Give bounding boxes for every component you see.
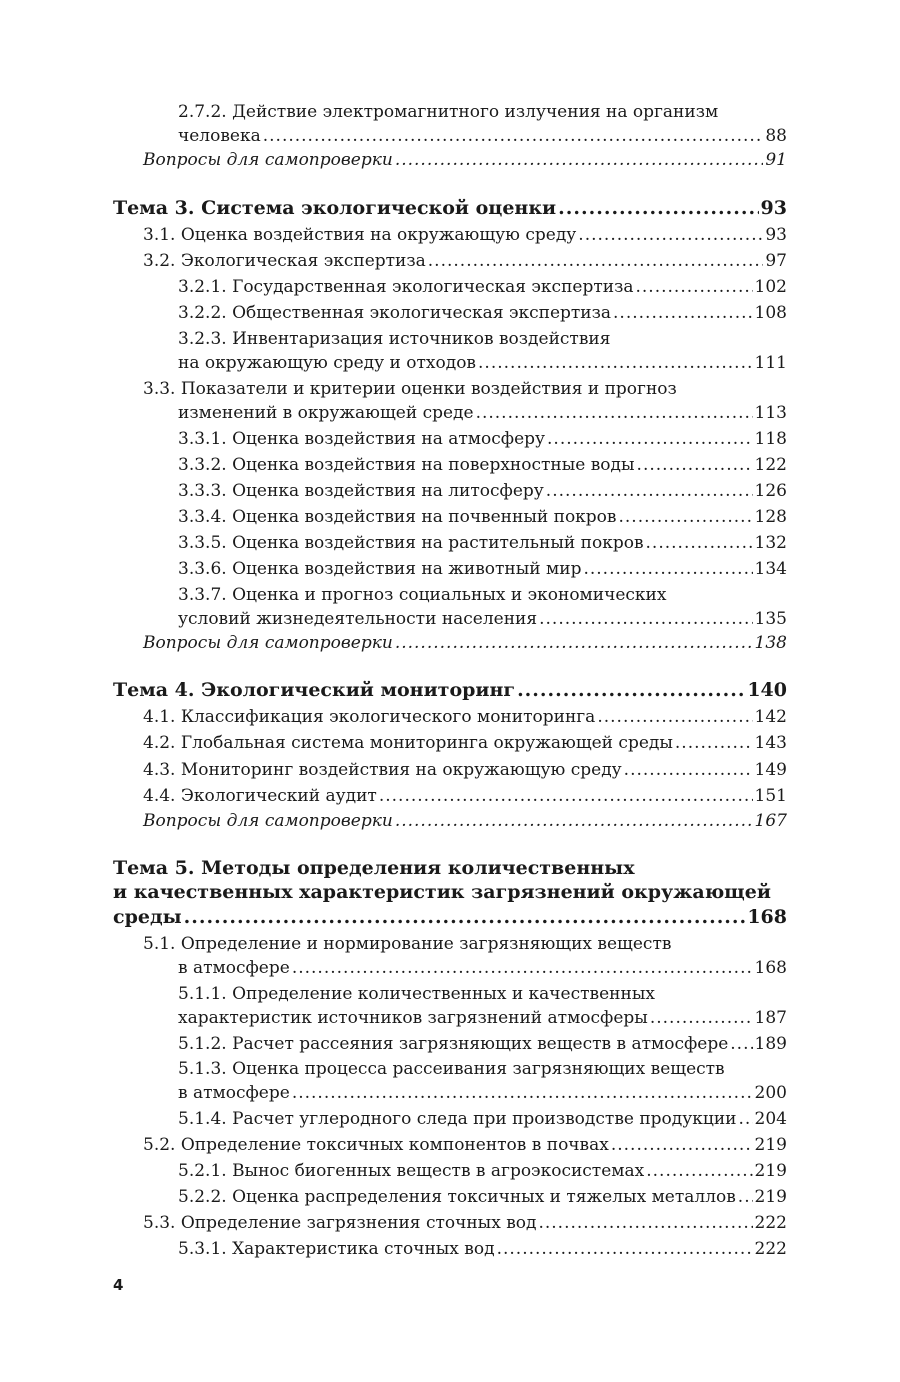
toc-entry-5-2[interactable]: [0, 1132, 787, 1158]
page-ref: 118: [754, 429, 787, 449]
leader-dots: [476, 400, 753, 426]
toc-entry-5-3[interactable]: [0, 1210, 787, 1236]
toc-entry-text: 4.3. Мониторинг воздействия на окружающую среду: [143, 760, 622, 780]
toc-entry-4-3[interactable]: [0, 757, 787, 783]
leader-dots: [583, 556, 752, 582]
leader-dots: [650, 1005, 753, 1031]
page-ref: 122: [754, 455, 787, 475]
toc-entry-3-3-6[interactable]: [0, 556, 787, 582]
toc-topic-5[interactable]: [0, 904, 787, 930]
page-ref: 187: [754, 1008, 787, 1028]
toc-entry-text: 3.3.3. Оценка воздействия на литосферу: [178, 481, 544, 501]
toc-entry-text: Тема 4. Экологический мониторинг: [113, 679, 516, 701]
leader-dots: [395, 147, 764, 173]
toc-entry-3-3-7[interactable]: [0, 606, 787, 632]
page-ref: 132: [754, 533, 787, 553]
toc-topic-5-line2: и качественных характеристик загрязнений окружающей: [113, 881, 771, 903]
leader-dots: [646, 1158, 752, 1184]
toc-entry-5-1-line1: 5.1. Определение и нормирование загрязняющих веществ: [143, 934, 672, 954]
toc-entry-3-1[interactable]: [0, 222, 787, 248]
page-ref: 219: [754, 1135, 787, 1155]
toc-entry-4-4[interactable]: [0, 783, 787, 809]
page-ref: 200: [754, 1083, 787, 1103]
toc-entry-4-1[interactable]: [0, 704, 787, 730]
page-ref: 102: [754, 277, 787, 297]
toc-entry-text: 3.2.1. Государственная экологическая экспертиза: [178, 277, 634, 297]
page-ref: 151: [754, 786, 787, 806]
toc-entry-text: в атмосфере: [178, 1083, 290, 1103]
page-ref: 111: [754, 353, 787, 373]
page-ref: 134: [754, 559, 787, 579]
page-ref: 126: [754, 481, 787, 501]
page-ref: 93: [765, 225, 787, 245]
leader-dots: [428, 248, 764, 274]
toc-entry-3-3-7-line1: 3.3.7. Оценка и прогноз социальных и экономических: [178, 585, 667, 605]
leader-dots: [558, 195, 758, 221]
toc-entry-text: Вопросы для самопроверки: [143, 150, 393, 170]
toc-entry-text: Вопросы для самопроверки: [143, 633, 393, 653]
leader-dots: [578, 222, 763, 248]
page-ref: 149: [754, 760, 787, 780]
leader-dots: [292, 955, 753, 981]
leader-dots: [730, 1031, 752, 1057]
page-ref: 168: [747, 906, 787, 928]
toc-entry-5-1-4[interactable]: [0, 1106, 787, 1132]
toc-entry-5-1-1[interactable]: [0, 1005, 787, 1031]
toc-entry-3-3-1[interactable]: [0, 426, 787, 452]
toc-entry-4-2[interactable]: [0, 730, 787, 756]
toc-entry-text: 5.3. Определение загрязнения сточных вод: [143, 1213, 537, 1233]
toc-entry-text: 5.2. Определение токсичных компонентов в почвах: [143, 1135, 609, 1155]
toc-topic-5-line1: Тема 5. Методы определения количественных: [113, 857, 635, 879]
toc-topic-4[interactable]: [0, 677, 787, 703]
toc-questions-3[interactable]: [0, 630, 787, 656]
page-ref: 219: [754, 1161, 787, 1181]
leader-dots: [184, 904, 746, 930]
leader-dots: [597, 704, 752, 730]
toc-entry-text: 3.3.1. Оценка воздействия на атмосферу: [178, 429, 546, 449]
page-ref: 222: [754, 1213, 787, 1233]
toc-entry-5-1-2[interactable]: [0, 1031, 787, 1057]
toc-entry-5-3-1[interactable]: [0, 1236, 787, 1262]
leader-dots: [613, 300, 753, 326]
toc-entry-text: условий жизнедеятельности населения: [178, 609, 538, 629]
toc-entry-text: 3.3.4. Оценка воздействия на почвенный покров: [178, 507, 617, 527]
toc-entry-2-7-2-line1: 2.7.2. Действие электромагнитного излучения на организм: [178, 102, 719, 122]
toc-entry-5-1-3[interactable]: [0, 1080, 787, 1106]
page-ref: 140: [747, 679, 787, 701]
toc-entry-text: изменений в окружающей среде: [178, 403, 474, 423]
page-ref: 204: [754, 1109, 787, 1129]
toc-entry-text: 3.3.2. Оценка воздействия на поверхностные воды: [178, 455, 635, 475]
page-ref: 222: [754, 1239, 787, 1259]
leader-dots: [497, 1236, 753, 1262]
toc-entry-text: среды: [113, 906, 182, 928]
page-ref: 97: [765, 251, 787, 271]
toc-entry-text: 5.2.1. Вынос биогенных веществ в агроэкосистемах: [178, 1161, 645, 1181]
leader-dots: [292, 1080, 753, 1106]
toc-entry-text: 4.1. Классификация экологического мониторинга: [143, 707, 596, 727]
toc-entry-3-2-2[interactable]: [0, 300, 787, 326]
toc-entry-text: 3.3.6. Оценка воздействия на животный мир: [178, 559, 582, 579]
toc-entry-3-2-3[interactable]: [0, 350, 787, 376]
toc-entry-text: 4.4. Экологический аудит: [143, 786, 377, 806]
toc-entry-text: на окружающую среду и отходов: [178, 353, 477, 373]
toc-entry-text: 5.3.1. Характеристика сточных вод: [178, 1239, 495, 1259]
leader-dots: [646, 530, 753, 556]
toc-entry-text: 3.2.2. Общественная экологическая экспертиза: [178, 303, 612, 323]
page-ref: 135: [754, 609, 787, 629]
leader-dots: [636, 274, 753, 300]
toc-entry-text: Тема 3. Система экологической оценки: [113, 197, 557, 219]
page-ref: 91: [765, 150, 787, 170]
leader-dots: [263, 123, 764, 149]
toc-entry-3-3-2[interactable]: [0, 452, 787, 478]
toc-entry-3-3-line1: 3.3. Показатели и критерии оценки воздействия и прогноз: [143, 379, 677, 399]
leader-dots: [379, 783, 753, 809]
page-ref: 189: [754, 1034, 787, 1054]
leader-dots: [675, 730, 753, 756]
toc-questions-2[interactable]: [0, 147, 787, 173]
leader-dots: [395, 630, 753, 656]
leader-dots: [624, 757, 753, 783]
toc-entry-text: в атмосфере: [178, 958, 290, 978]
toc-entry-text: 3.2. Экологическая экспертиза: [143, 251, 426, 271]
toc-entry-3-3-3[interactable]: [0, 478, 787, 504]
page-ref: 108: [754, 303, 787, 323]
toc-entry-3-2[interactable]: [0, 248, 787, 274]
page-ref: 168: [754, 958, 787, 978]
toc-entry-5-1-1-line1: 5.1.1. Определение количественных и качественных: [178, 984, 655, 1004]
toc-entry-text: 5.1.4. Расчет углеродного следа при производстве продукции: [178, 1109, 737, 1129]
toc-entry-5-1[interactable]: [0, 955, 787, 981]
toc-entry-3-3[interactable]: [0, 400, 787, 426]
page-ref: 93: [760, 197, 787, 219]
leader-dots: [637, 452, 753, 478]
leader-dots: [478, 350, 753, 376]
toc-entry-text: человека: [178, 126, 261, 146]
leader-dots: [739, 1106, 753, 1132]
toc-entry-2-7-2[interactable]: [0, 123, 787, 149]
toc-entry-text: характеристик источников загрязнений атмосферы: [178, 1008, 648, 1028]
page-ref: 167: [754, 811, 787, 831]
toc-entry-5-2-1[interactable]: [0, 1158, 787, 1184]
toc-entry-3-3-4[interactable]: [0, 504, 787, 530]
leader-dots: [619, 504, 753, 530]
leader-dots: [546, 478, 753, 504]
leader-dots: [539, 606, 752, 632]
page-ref: 128: [754, 507, 787, 527]
toc-questions-4[interactable]: [0, 808, 787, 834]
toc-topic-3[interactable]: [0, 195, 787, 221]
toc-entry-text: 3.1. Оценка воздействия на окружающую среду: [143, 225, 577, 245]
leader-dots: [738, 1184, 753, 1210]
leader-dots: [611, 1132, 753, 1158]
page-ref: 219: [754, 1187, 787, 1207]
page-number: 4: [113, 1276, 124, 1294]
toc-entry-text: 4.2. Глобальная система мониторинга окружающей среды: [143, 733, 673, 753]
toc-entry-text: Вопросы для самопроверки: [143, 811, 393, 831]
page-ref: 113: [754, 403, 787, 423]
page-ref: 88: [765, 126, 787, 146]
toc-entry-text: 5.2.2. Оценка распределения токсичных и тяжелых металлов: [178, 1187, 736, 1207]
page-ref: 142: [754, 707, 787, 727]
leader-dots: [538, 1210, 752, 1236]
toc-entry-text: 3.3.5. Оценка воздействия на растительный покров: [178, 533, 644, 553]
toc-entry-text: 5.1.2. Расчет рассеяния загрязняющих веществ в атмосфере: [178, 1034, 729, 1054]
toc-entry-5-2-2[interactable]: [0, 1184, 787, 1210]
toc-entry-3-2-1[interactable]: [0, 274, 787, 300]
leader-dots: [395, 808, 753, 834]
page-ref: 138: [754, 633, 787, 653]
page-ref: 143: [754, 733, 787, 753]
toc-entry-3-3-5[interactable]: [0, 530, 787, 556]
leader-dots: [547, 426, 753, 452]
toc-entry-3-2-3-line1: 3.2.3. Инвентаризация источников воздействия: [178, 329, 611, 349]
toc-entry-5-1-3-line1: 5.1.3. Оценка процесса рассеивания загрязняющих веществ: [178, 1059, 725, 1079]
leader-dots: [517, 677, 745, 703]
